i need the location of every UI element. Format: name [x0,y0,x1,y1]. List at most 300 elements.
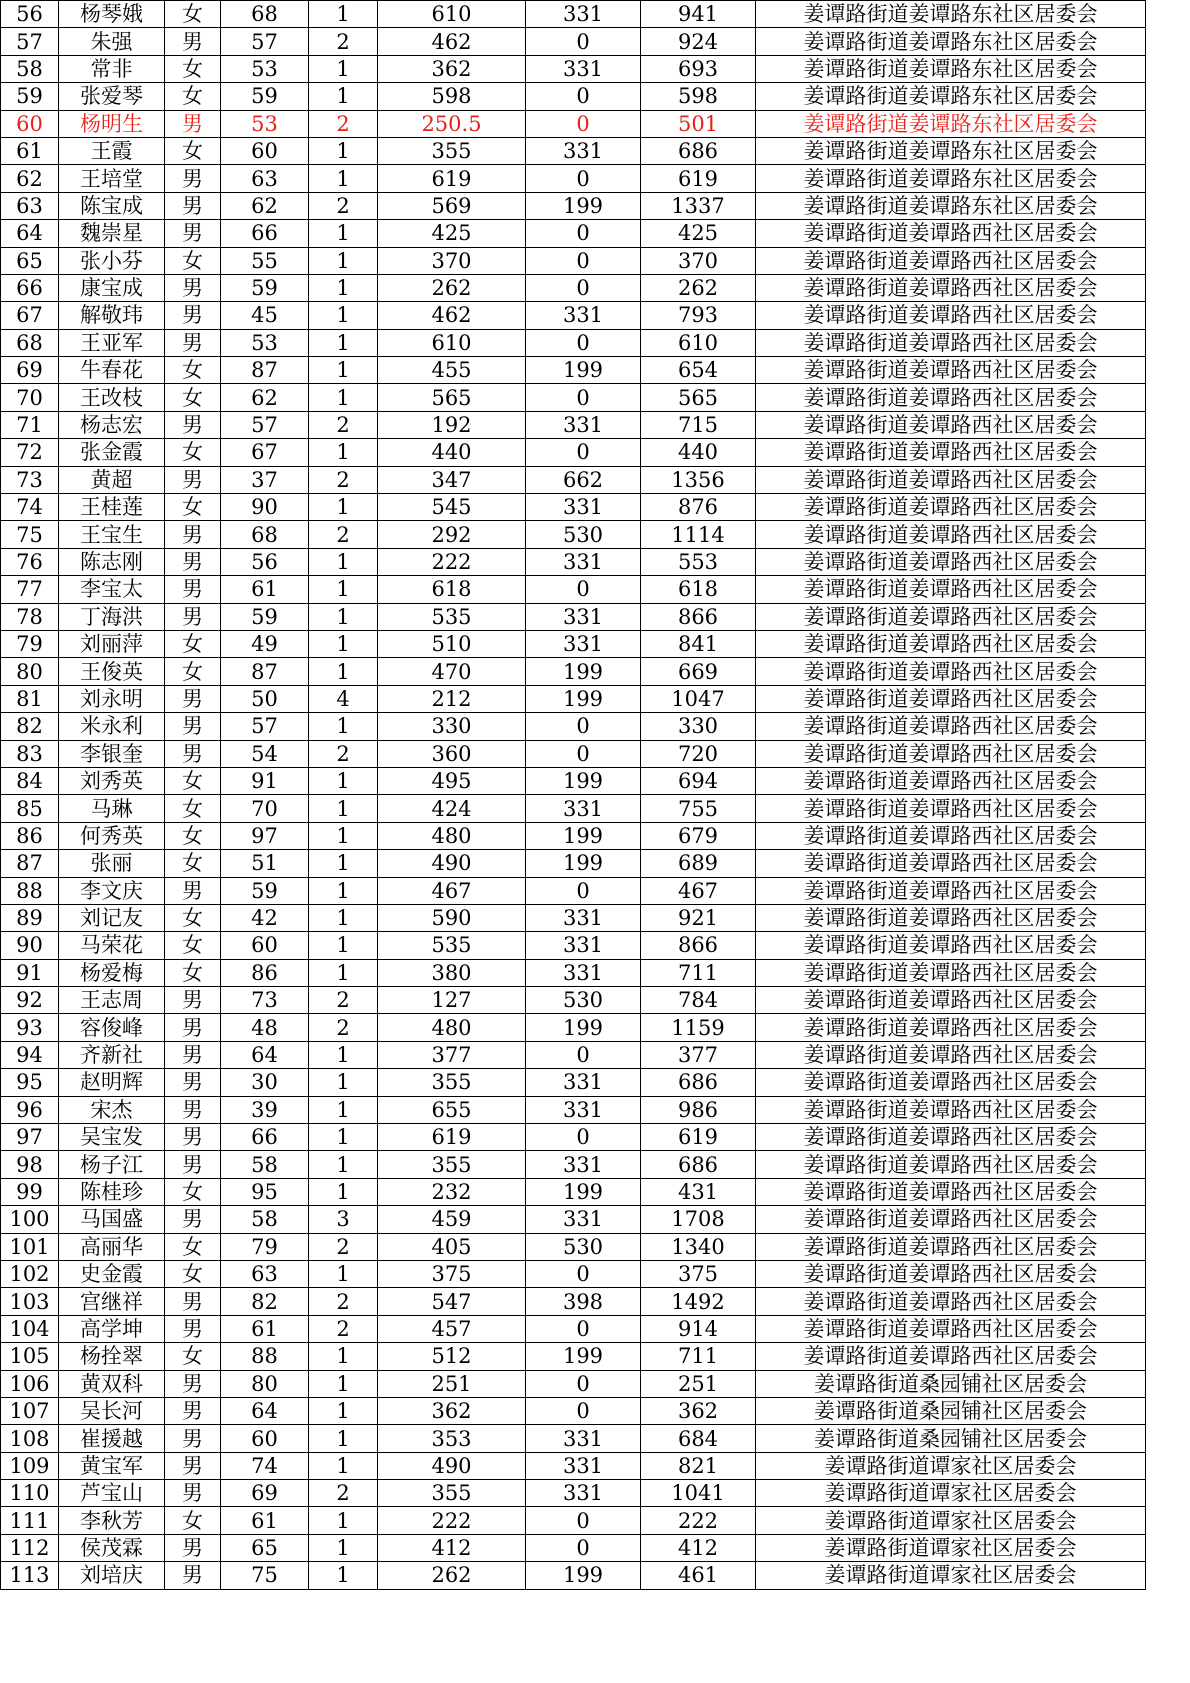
cell-total: 262 [641,274,756,301]
cell-gender: 女 [165,904,221,931]
cell-supplement: 0 [526,740,641,767]
cell-age: 39 [221,1096,309,1123]
cell-number: 70 [1,384,59,411]
cell-amount: 424 [378,795,526,822]
cell-gender: 男 [165,1096,221,1123]
cell-household-size: 1 [309,1260,378,1287]
cell-total: 1356 [641,466,756,493]
cell-gender: 男 [165,521,221,548]
cell-household-size: 1 [309,1096,378,1123]
cell-number: 81 [1,685,59,712]
cell-name: 杨拴翠 [59,1343,165,1370]
table-row [1,959,1146,986]
cell-supplement: 331 [526,55,641,82]
cell-total: 412 [641,1534,756,1561]
cell-household-size: 2 [309,1288,378,1315]
cell-household-size: 1 [309,1041,378,1068]
cell-amount: 375 [378,1260,526,1287]
cell-number: 100 [1,1206,59,1233]
cell-community: 姜谭路街道姜谭路西社区居委会 [756,1096,1146,1123]
cell-community: 姜谭路街道姜谭路西社区居委会 [756,302,1146,329]
cell-total: 694 [641,767,756,794]
cell-gender: 男 [165,1124,221,1151]
cell-number: 62 [1,165,59,192]
cell-household-size: 1 [309,165,378,192]
cell-name: 侯茂霖 [59,1534,165,1561]
cell-name: 张爱琴 [59,83,165,110]
cell-community: 姜谭路街道姜谭路西社区居委会 [756,494,1146,521]
cell-number: 77 [1,576,59,603]
cell-name: 杨志宏 [59,411,165,438]
cell-name: 魏崇星 [59,220,165,247]
cell-name: 刘永明 [59,685,165,712]
cell-amount: 412 [378,1534,526,1561]
cell-total: 1340 [641,1233,756,1260]
cell-name: 王改枝 [59,384,165,411]
cell-name: 朱强 [59,28,165,55]
cell-total: 425 [641,220,756,247]
cell-total: 686 [641,1151,756,1178]
table-row [1,1014,1146,1041]
cell-number: 84 [1,767,59,794]
cell-name: 刘秀英 [59,767,165,794]
cell-name: 杨子江 [59,1151,165,1178]
cell-supplement: 530 [526,1233,641,1260]
cell-household-size: 1 [309,1397,378,1424]
table-row [1,987,1146,1014]
cell-total: 711 [641,1343,756,1370]
table-row [1,1,1146,28]
cell-number: 79 [1,630,59,657]
cell-name: 齐新社 [59,1041,165,1068]
cell-number: 65 [1,247,59,274]
cell-supplement: 331 [526,137,641,164]
cell-amount: 610 [378,329,526,356]
cell-total: 598 [641,83,756,110]
cell-age: 42 [221,904,309,931]
cell-household-size: 1 [309,1343,378,1370]
cell-amount: 655 [378,1096,526,1123]
cell-age: 57 [221,713,309,740]
table-body [1,1,1146,1590]
cell-amount: 480 [378,822,526,849]
cell-total: 924 [641,28,756,55]
cell-household-size: 1 [309,220,378,247]
cell-age: 86 [221,959,309,986]
cell-total: 553 [641,548,756,575]
cell-gender: 女 [165,83,221,110]
cell-amount: 362 [378,1397,526,1424]
cell-supplement: 331 [526,1,641,28]
cell-supplement: 331 [526,1480,641,1507]
cell-community: 姜谭路街道姜谭路西社区居委会 [756,767,1146,794]
cell-community: 姜谭路街道姜谭路西社区居委会 [756,987,1146,1014]
cell-supplement: 0 [526,1370,641,1397]
cell-gender: 男 [165,1425,221,1452]
cell-supplement: 331 [526,932,641,959]
cell-gender: 男 [165,466,221,493]
cell-household-size: 2 [309,1315,378,1342]
cell-household-size: 1 [309,767,378,794]
cell-community: 姜谭路街道姜谭路东社区居委会 [756,165,1146,192]
cell-community: 姜谭路街道姜谭路西社区居委会 [756,877,1146,904]
cell-amount: 232 [378,1178,526,1205]
cell-age: 75 [221,1562,309,1589]
cell-household-size: 1 [309,1178,378,1205]
table-row [1,548,1146,575]
cell-total: 330 [641,713,756,740]
cell-community: 姜谭路街道谭家社区居委会 [756,1562,1146,1589]
cell-name: 黄双科 [59,1370,165,1397]
table-row [1,685,1146,712]
cell-age: 51 [221,850,309,877]
cell-age: 30 [221,1069,309,1096]
cell-age: 60 [221,932,309,959]
cell-number: 60 [1,110,59,137]
cell-total: 841 [641,630,756,657]
cell-amount: 512 [378,1343,526,1370]
cell-amount: 480 [378,1014,526,1041]
table-row [1,713,1146,740]
cell-supplement: 0 [526,329,641,356]
cell-gender: 男 [165,1562,221,1589]
cell-community: 姜谭路街道姜谭路东社区居委会 [756,55,1146,82]
table-row [1,384,1146,411]
cell-total: 711 [641,959,756,986]
cell-community: 姜谭路街道姜谭路西社区居委会 [756,685,1146,712]
cell-supplement: 331 [526,1151,641,1178]
cell-amount: 377 [378,1041,526,1068]
cell-amount: 545 [378,494,526,521]
table-row [1,658,1146,685]
cell-number: 108 [1,1425,59,1452]
cell-gender: 男 [165,28,221,55]
cell-age: 68 [221,1,309,28]
table-row [1,1260,1146,1287]
cell-total: 467 [641,877,756,904]
cell-household-size: 1 [309,494,378,521]
cell-supplement: 0 [526,439,641,466]
cell-community: 姜谭路街道姜谭路西社区居委会 [756,247,1146,274]
cell-supplement: 199 [526,1014,641,1041]
cell-number: 86 [1,822,59,849]
cell-name: 米永利 [59,713,165,740]
cell-number: 106 [1,1370,59,1397]
cell-name: 李文庆 [59,877,165,904]
cell-gender: 女 [165,1,221,28]
table-row [1,603,1146,630]
cell-number: 104 [1,1315,59,1342]
cell-age: 61 [221,1507,309,1534]
cell-gender: 女 [165,767,221,794]
cell-household-size: 1 [309,1452,378,1479]
cell-age: 45 [221,302,309,329]
cell-amount: 360 [378,740,526,767]
cell-community: 姜谭路街道姜谭路西社区居委会 [756,220,1146,247]
cell-total: 914 [641,1315,756,1342]
table-row [1,1343,1146,1370]
cell-total: 619 [641,165,756,192]
cell-total: 793 [641,302,756,329]
cell-amount: 347 [378,466,526,493]
cell-gender: 男 [165,110,221,137]
cell-age: 50 [221,685,309,712]
cell-gender: 男 [165,1452,221,1479]
cell-household-size: 1 [309,137,378,164]
cell-community: 姜谭路街道姜谭路西社区居委会 [756,1178,1146,1205]
table-row [1,1069,1146,1096]
cell-supplement: 530 [526,987,641,1014]
table-row [1,1151,1146,1178]
cell-amount: 610 [378,1,526,28]
cell-number: 99 [1,1178,59,1205]
cell-name: 李秋芳 [59,1507,165,1534]
cell-number: 103 [1,1288,59,1315]
cell-household-size: 2 [309,1233,378,1260]
cell-number: 68 [1,329,59,356]
cell-age: 54 [221,740,309,767]
cell-total: 866 [641,932,756,959]
cell-number: 66 [1,274,59,301]
table-row [1,1041,1146,1068]
cell-community: 姜谭路街道姜谭路西社区居委会 [756,630,1146,657]
cell-household-size: 1 [309,329,378,356]
cell-amount: 459 [378,1206,526,1233]
cell-name: 杨明生 [59,110,165,137]
cell-community: 姜谭路街道姜谭路西社区居委会 [756,1206,1146,1233]
table-row [1,55,1146,82]
cell-community: 姜谭路街道姜谭路西社区居委会 [756,1041,1146,1068]
cell-supplement: 199 [526,1343,641,1370]
cell-household-size: 1 [309,302,378,329]
cell-community: 姜谭路街道姜谭路东社区居委会 [756,28,1146,55]
cell-gender: 女 [165,1233,221,1260]
cell-total: 679 [641,822,756,849]
cell-age: 73 [221,987,309,1014]
table-row [1,192,1146,219]
cell-age: 64 [221,1397,309,1424]
cell-household-size: 1 [309,1370,378,1397]
cell-amount: 250.5 [378,110,526,137]
cell-age: 49 [221,630,309,657]
cell-household-size: 3 [309,1206,378,1233]
table-row [1,494,1146,521]
cell-gender: 男 [165,1014,221,1041]
cell-household-size: 1 [309,877,378,904]
cell-number: 89 [1,904,59,931]
cell-household-size: 1 [309,795,378,822]
cell-amount: 440 [378,439,526,466]
cell-gender: 男 [165,877,221,904]
cell-supplement: 331 [526,959,641,986]
cell-household-size: 1 [309,658,378,685]
cell-name: 张金霞 [59,439,165,466]
cell-age: 67 [221,439,309,466]
cell-supplement: 331 [526,1206,641,1233]
cell-gender: 男 [165,1370,221,1397]
cell-household-size: 2 [309,466,378,493]
cell-number: 74 [1,494,59,521]
cell-total: 784 [641,987,756,1014]
cell-total: 375 [641,1260,756,1287]
cell-total: 941 [641,1,756,28]
cell-number: 88 [1,877,59,904]
cell-household-size: 1 [309,548,378,575]
cell-amount: 490 [378,850,526,877]
cell-gender: 男 [165,1206,221,1233]
cell-supplement: 199 [526,850,641,877]
cell-age: 63 [221,165,309,192]
cell-household-size: 1 [309,55,378,82]
table-row [1,1425,1146,1452]
cell-supplement: 0 [526,1397,641,1424]
cell-amount: 212 [378,685,526,712]
cell-supplement: 199 [526,685,641,712]
cell-number: 87 [1,850,59,877]
cell-gender: 男 [165,165,221,192]
cell-name: 宋杰 [59,1096,165,1123]
cell-community: 姜谭路街道姜谭路西社区居委会 [756,521,1146,548]
cell-total: 720 [641,740,756,767]
cell-amount: 598 [378,83,526,110]
cell-age: 55 [221,247,309,274]
table-row [1,329,1146,356]
table-row [1,1124,1146,1151]
cell-supplement: 331 [526,630,641,657]
cell-supplement: 0 [526,713,641,740]
table-row [1,1178,1146,1205]
cell-gender: 男 [165,548,221,575]
table-row [1,165,1146,192]
cell-total: 1114 [641,521,756,548]
table-row [1,1562,1146,1589]
cell-number: 83 [1,740,59,767]
cell-number: 61 [1,137,59,164]
cell-total: 619 [641,1124,756,1151]
cell-total: 377 [641,1041,756,1068]
cell-supplement: 0 [526,384,641,411]
cell-number: 107 [1,1397,59,1424]
cell-age: 95 [221,1178,309,1205]
cell-number: 113 [1,1562,59,1589]
cell-supplement: 0 [526,165,641,192]
table-row [1,110,1146,137]
cell-household-size: 2 [309,411,378,438]
cell-amount: 462 [378,302,526,329]
cell-supplement: 0 [526,1124,641,1151]
cell-name: 陈志刚 [59,548,165,575]
cell-gender: 男 [165,987,221,1014]
cell-age: 65 [221,1534,309,1561]
cell-supplement: 331 [526,795,641,822]
cell-name: 王志周 [59,987,165,1014]
cell-name: 容俊峰 [59,1014,165,1041]
cell-age: 57 [221,411,309,438]
table-row [1,357,1146,384]
cell-name: 何秀英 [59,822,165,849]
cell-age: 62 [221,384,309,411]
cell-total: 986 [641,1096,756,1123]
cell-gender: 女 [165,1178,221,1205]
cell-total: 1337 [641,192,756,219]
cell-supplement: 331 [526,411,641,438]
cell-amount: 547 [378,1288,526,1315]
table-row [1,1507,1146,1534]
cell-name: 吴宝发 [59,1124,165,1151]
cell-community: 姜谭路街道姜谭路西社区居委会 [756,411,1146,438]
cell-supplement: 0 [526,274,641,301]
cell-household-size: 1 [309,1507,378,1534]
cell-name: 马荣花 [59,932,165,959]
cell-total: 686 [641,1069,756,1096]
cell-community: 姜谭路街道姜谭路西社区居委会 [756,1260,1146,1287]
table-row [1,795,1146,822]
cell-gender: 女 [165,55,221,82]
cell-name: 刘培庆 [59,1562,165,1589]
cell-household-size: 1 [309,1534,378,1561]
cell-supplement: 0 [526,1315,641,1342]
cell-age: 91 [221,767,309,794]
cell-gender: 女 [165,384,221,411]
cell-total: 686 [641,137,756,164]
table-row [1,302,1146,329]
cell-gender: 女 [165,795,221,822]
table-row [1,1288,1146,1315]
cell-gender: 男 [165,192,221,219]
cell-gender: 男 [165,411,221,438]
cell-community: 姜谭路街道姜谭路西社区居委会 [756,1151,1146,1178]
cell-amount: 353 [378,1425,526,1452]
cell-gender: 男 [165,603,221,630]
cell-amount: 127 [378,987,526,1014]
cell-household-size: 2 [309,740,378,767]
table-row [1,439,1146,466]
cell-household-size: 1 [309,576,378,603]
cell-supplement: 199 [526,357,641,384]
cell-amount: 470 [378,658,526,685]
cell-amount: 330 [378,713,526,740]
table-row [1,1370,1146,1397]
cell-community: 姜谭路街道桑园铺社区居委会 [756,1397,1146,1424]
cell-gender: 女 [165,137,221,164]
cell-supplement: 0 [526,1260,641,1287]
cell-household-size: 1 [309,439,378,466]
cell-household-size: 1 [309,1562,378,1589]
cell-name: 李宝太 [59,576,165,603]
cell-supplement: 0 [526,1534,641,1561]
cell-age: 59 [221,877,309,904]
cell-age: 56 [221,548,309,575]
cell-community: 姜谭路街道姜谭路西社区居委会 [756,1014,1146,1041]
cell-total: 669 [641,658,756,685]
cell-gender: 男 [165,274,221,301]
cell-community: 姜谭路街道姜谭路西社区居委会 [756,466,1146,493]
cell-household-size: 1 [309,83,378,110]
cell-number: 71 [1,411,59,438]
cell-name: 刘丽萍 [59,630,165,657]
cell-supplement: 331 [526,494,641,521]
cell-amount: 618 [378,576,526,603]
cell-number: 59 [1,83,59,110]
cell-gender: 女 [165,932,221,959]
table-row [1,1233,1146,1260]
cell-community: 姜谭路街道姜谭路西社区居委会 [756,1315,1146,1342]
cell-household-size: 2 [309,110,378,137]
cell-number: 64 [1,220,59,247]
cell-supplement: 662 [526,466,641,493]
cell-name: 杨琴娥 [59,1,165,28]
cell-age: 64 [221,1041,309,1068]
